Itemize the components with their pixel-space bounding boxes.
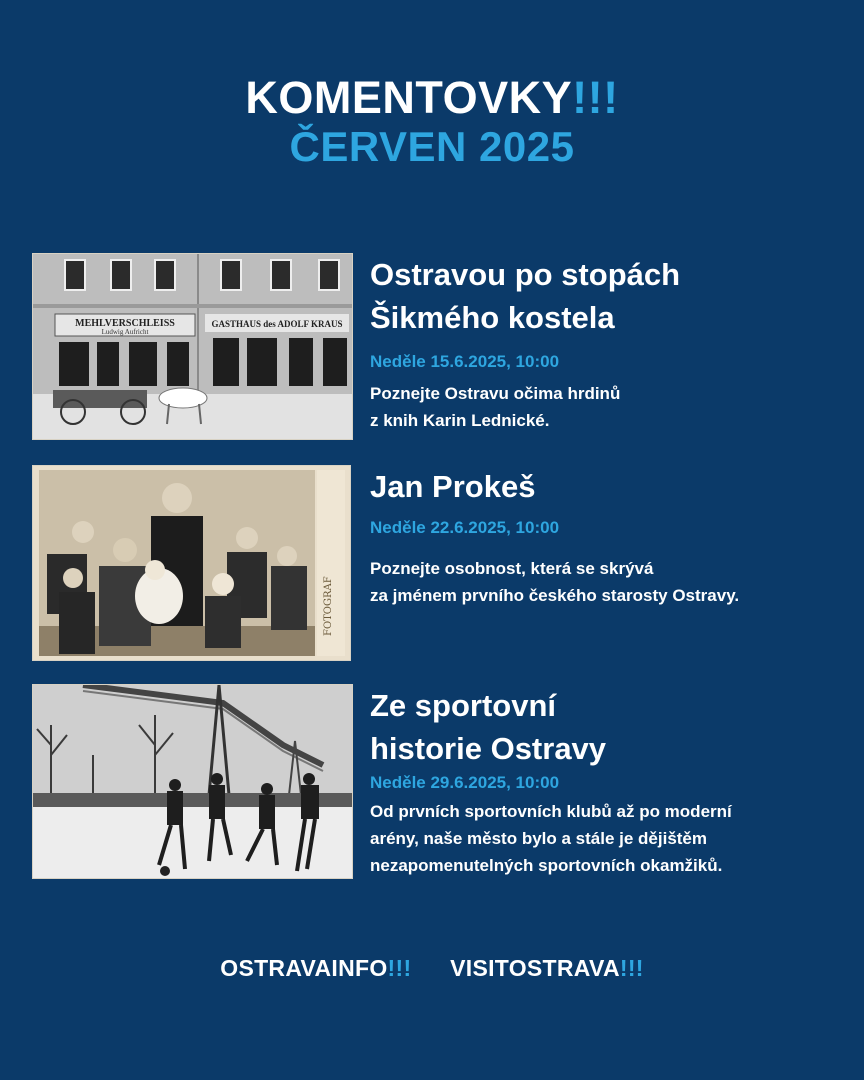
ostravainfo-text: OSTRAVAINFO xyxy=(220,955,388,981)
ostravainfo-brand xyxy=(220,955,411,982)
event-3-title-line: Ze sportovní xyxy=(370,688,557,723)
event-3-desc-line: nezapomenutelných sportovních okamžiků. xyxy=(370,856,723,875)
poster-header xyxy=(0,74,864,170)
event-2-date: Neděle 22.6.2025, 10:00 xyxy=(370,518,560,537)
street-building-photo xyxy=(33,254,352,439)
event-2-description xyxy=(370,555,842,609)
event-2-photo xyxy=(32,465,351,661)
event-1-title xyxy=(370,253,842,339)
event-3-date: Neděle 29.6.2025, 10:00 xyxy=(370,773,560,792)
poster-title xyxy=(0,74,864,122)
event-3-info xyxy=(370,684,842,879)
event-2-title xyxy=(370,465,842,508)
event-2-info xyxy=(370,465,842,609)
event-3-desc-line: Od prvních sportovních klubů až po moderní xyxy=(370,802,732,821)
event-2-title-line: Jan Prokeš xyxy=(370,469,536,504)
photo-sign-right: GASTHAUS des ADOLF KRAUS xyxy=(211,319,343,329)
visitostrava-text: VISITOSTRAVA xyxy=(450,955,620,981)
family-portrait-photo xyxy=(33,466,350,660)
event-3-description xyxy=(370,798,842,879)
event-3-title-line: historie Ostravy xyxy=(370,731,607,766)
photo-stamp: FOTOGRAF xyxy=(323,576,334,636)
visitostrava-brand xyxy=(450,955,644,982)
event-1-title-line: Šikmého kostela xyxy=(370,300,615,335)
photo-sign-left: MEHLVERSCHLEISS xyxy=(75,318,175,329)
event-card-2 xyxy=(32,465,842,661)
event-1-info xyxy=(370,253,842,434)
event-1-photo xyxy=(32,253,353,440)
poster-subtitle: ČERVEN 2025 xyxy=(289,123,575,170)
poster-title-exclamations: !!! xyxy=(572,72,619,123)
photo-sign-left-sub: Ludwig Aufricht xyxy=(101,328,149,336)
event-3-photo xyxy=(32,684,353,879)
event-2-desc-line: za jménem prvního českého starosty Ostravy. xyxy=(370,586,740,605)
event-card-1 xyxy=(32,253,842,440)
event-1-title-line: Ostravou po stopách xyxy=(370,257,681,292)
event-card-3 xyxy=(32,684,842,880)
ostravainfo-exclamations: !!! xyxy=(387,955,412,981)
event-1-date: Neděle 15.6.2025, 10:00 xyxy=(370,352,560,371)
event-3-desc-line: arény, naše město bylo a stále je dějištěm xyxy=(370,829,708,848)
footer-brands xyxy=(0,955,864,982)
event-2-desc-line: Poznejte osobnost, která se skrývá xyxy=(370,559,654,578)
event-3-title xyxy=(370,684,842,770)
football-match-photo xyxy=(33,685,352,878)
visitostrava-exclamations: !!! xyxy=(619,955,644,981)
event-1-desc-line: Poznejte Ostravu očima hrdinů xyxy=(370,384,621,403)
event-1-description xyxy=(370,380,842,434)
poster-title-text: KOMENTOVKY xyxy=(245,72,573,123)
event-1-desc-line: z knih Karin Lednické. xyxy=(370,411,550,430)
